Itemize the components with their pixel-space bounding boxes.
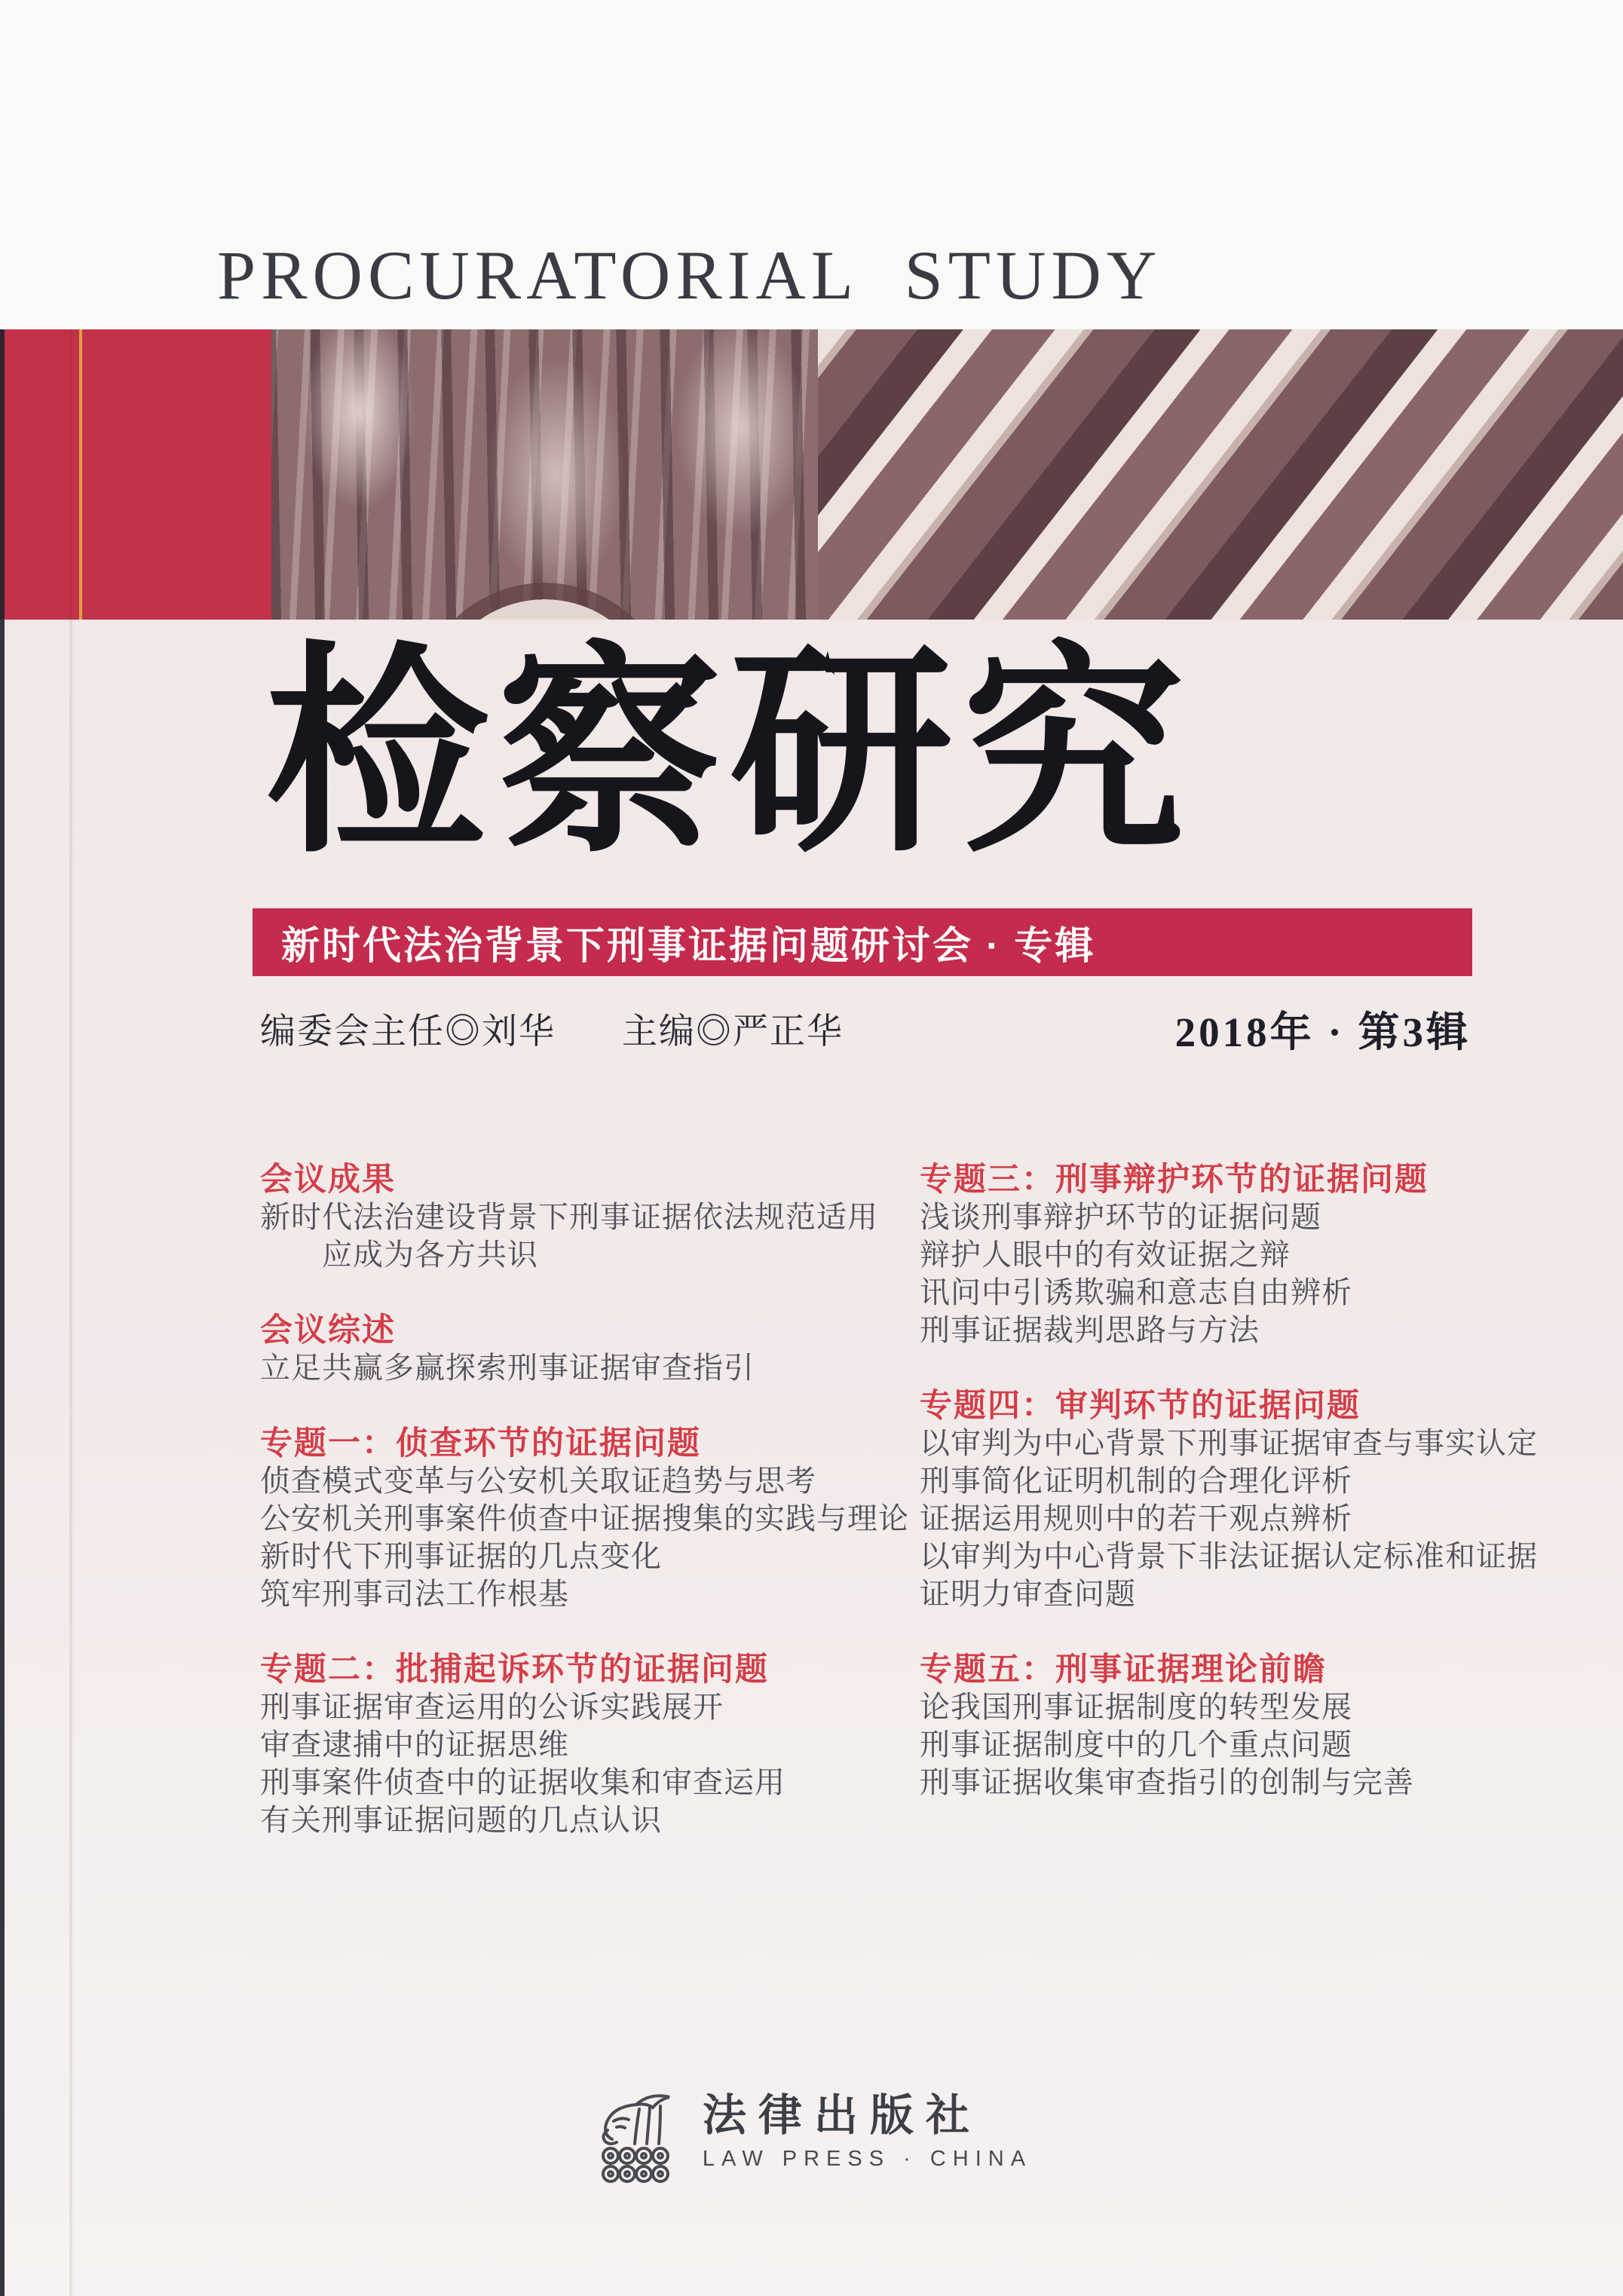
book-spine-edge	[0, 329, 5, 2296]
toc-section	[920, 1651, 1538, 1802]
stone-carving-photo	[271, 329, 1623, 620]
cover-fold-seam	[69, 329, 72, 2296]
toc-item: 刑事证据裁判思路与方法	[920, 1314, 1260, 1347]
publisher-name-en: LAW PRESS · CHINA	[702, 2147, 1033, 2171]
editor-chief-label: 主编◎严正华	[622, 1010, 844, 1051]
theme-banner-text: 新时代法治背景下刑事证据问题研讨会 · 专辑	[281, 924, 1096, 967]
toc-item: 刑事证据审查运用的公诉实践展开	[260, 1691, 724, 1724]
toc-item: 有关刑事证据问题的几点认识	[260, 1804, 662, 1837]
issue-label: 2018年 · 第3辑	[1174, 1009, 1471, 1055]
toc-item: 立足共赢多赢探索刑事证据审查指引	[260, 1352, 755, 1385]
toc-section-heading: 专题五：刑事证据理论前瞻	[920, 1652, 1327, 1688]
toc-section-heading: 专题二：批捕起诉环节的证据问题	[260, 1652, 769, 1688]
toc-item: 应成为各方共识	[322, 1238, 538, 1272]
toc-item: 辩护人眼中的有效证据之辩	[920, 1238, 1291, 1272]
publisher-name-cn: 法律出版社	[702, 2091, 981, 2140]
publisher-logo	[0, 2089, 1623, 2190]
toc-item: 新时代法治建设背景下刑事证据依法规范适用	[260, 1201, 878, 1234]
toc-item: 筑牢刑事司法工作根基	[260, 1578, 569, 1611]
toc-item: 证据运用规则中的若干观点辨析	[920, 1502, 1352, 1535]
gold-line	[79, 329, 82, 620]
toc-item: 公安机关刑事案件侦查中证据搜集的实践与理论	[260, 1502, 909, 1535]
photo-band	[0, 329, 1623, 620]
publisher-logo-inner	[591, 2089, 1032, 2190]
toc-item: 刑事简化证明机制的合理化评析	[920, 1465, 1352, 1498]
toc-section	[920, 1387, 1538, 1613]
toc-item: 刑事案件侦查中的证据收集和审查运用	[260, 1766, 785, 1799]
toc-section-heading: 专题三：刑事辩护环节的证据问题	[920, 1162, 1429, 1198]
toc-section-heading: 会议综述	[260, 1312, 396, 1349]
theme-banner	[253, 908, 1472, 976]
toc-item: 审查逮捕中的证据思维	[260, 1728, 569, 1762]
toc-item: 浅谈刑事辩护环节的证据问题	[920, 1201, 1321, 1234]
toc-section	[260, 1161, 920, 1274]
toc-section	[260, 1425, 920, 1613]
toc-item: 讯问中引诱欺骗和意志自由辨析	[920, 1276, 1352, 1309]
table-of-contents	[260, 1161, 1538, 1877]
masthead-band	[0, 0, 1623, 329]
toc-item: 证明力审查问题	[920, 1578, 1136, 1611]
toc-section-heading: 专题一：侦查环节的证据问题	[260, 1425, 701, 1462]
page-title: 检察研究	[265, 632, 1194, 879]
publisher-text-block	[703, 2089, 1032, 2175]
toc-section	[260, 1312, 920, 1387]
toc-section	[260, 1651, 920, 1839]
carved-diagonal-frieze	[818, 329, 1623, 620]
editor-chair-label: 编委会主任◎刘华	[260, 1010, 556, 1051]
toc-section-heading: 专题四：审判环节的证据问题	[920, 1388, 1361, 1424]
toc-item: 以审判为中心背景下刑事证据审查与事实认定	[920, 1427, 1538, 1460]
toc-section-heading: 会议成果	[260, 1162, 396, 1198]
toc-item: 以审判为中心背景下非法证据认定标准和证据	[920, 1540, 1538, 1573]
red-block	[0, 329, 271, 620]
english-title: PROCURATORIAL STUDY	[217, 237, 1162, 314]
xiezhi-beast-icon	[591, 2089, 683, 2190]
toc-item: 新时代下刑事证据的几点变化	[260, 1540, 662, 1573]
toc-item: 刑事证据收集审查指引的创制与完善	[920, 1766, 1414, 1799]
carved-column-capital	[271, 329, 818, 620]
toc-section	[920, 1161, 1538, 1349]
toc-column-left	[260, 1161, 920, 1877]
toc-column-right	[920, 1161, 1538, 1877]
toc-item: 侦查模式变革与公安机关取证趋势与思考	[260, 1465, 816, 1498]
toc-item: 刑事证据制度中的几个重点问题	[920, 1728, 1352, 1762]
toc-item: 论我国刑事证据制度的转型发展	[920, 1691, 1352, 1724]
editors-row	[260, 1000, 1471, 1057]
